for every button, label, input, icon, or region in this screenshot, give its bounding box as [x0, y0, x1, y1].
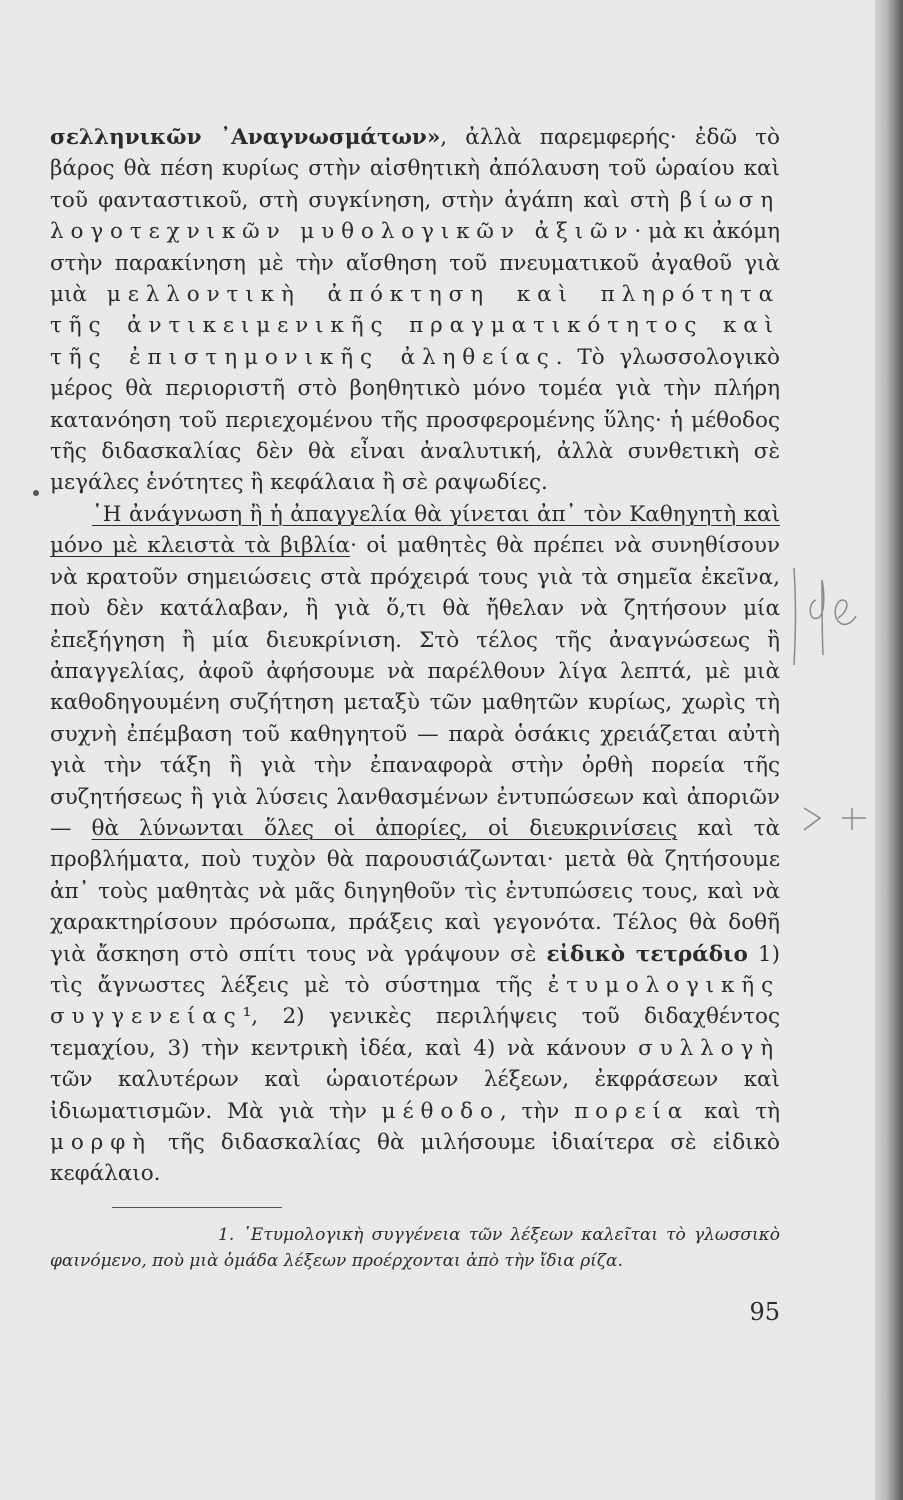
- underlined-text: θὰ λύνωνται ὅλες οἱ ἀπορίες, οἱ διευκρινίσεις: [91, 815, 678, 841]
- text-run: ¹, 2) γενικὲς περιλήψεις τοῦ διδαχθέντος τεμαχίου, 3) τὴν κεντρικὴ ἰδέα, καὶ 4) νὰ κάνουν: [50, 1004, 780, 1061]
- underlined-text: ῾Η ἀνάγνωση ἢ ἡ ἀπαγγελία θὰ γίνεται ἀπ᾿ τὸν Καθηγητὴ καὶ μόνο μὲ κλειστὰ τὰ βιβλία: [50, 501, 780, 559]
- emphasis-spaced: μορφὴ: [50, 1130, 152, 1155]
- page-edge-shadow: [875, 0, 903, 1500]
- bold-term: εἰδικὸ τετράδιο: [546, 941, 748, 967]
- emphasis-spaced: μελλοντικὴ ἀπόκτηση καὶ πληρότητα τῆς ἀντικειμενικῆς πραγματικότητος καὶ τῆς ἐπιστημονικῆς ἀληθείας: [50, 282, 780, 370]
- text-run: , ἀλλὰ παρεμφερής· ἐδῶ τὸ βάρος θὰ πέση κυρίως στὴν αἰσθητικὴ ἀπόλαυση τοῦ ὡραίου καὶ τοῦ φανταστικοῦ, στὴ συγκίνηση, στὴν ἀγάπη καὶ στὴ: [50, 125, 780, 213]
- text-run: · μὰ κι ἀκόμη στὴν παρακίνηση μὲ τὴν αἴσθηση τοῦ πνευματικοῦ ἀγαθοῦ γιὰ μιὰ: [50, 219, 781, 308]
- footnote: 1. ᾿Ετυμολογικὴ συγγένεια τῶν λέξεων καλεῖται τὸ γλωσσικὸ φαινόμενο, ποὺ μιὰ ὁμάδα λέξεων προέρχονται ἀπὸ τὴν ἴδια ρίζα.: [50, 1225, 780, 1271]
- text-run: · οἱ μαθητὲς θὰ πρέπει νὰ συνηθίσουν νὰ κρατοῦν σημειώσεις στὰ πρόχειρά τους γιὰ τὰ σημεῖα ἐκεῖνα, ποὺ δὲν κατάλαβαν, ἢ γιὰ ὅ,τι θὰ ἤθελαν νὰ ζητήσουν μία ἐπεξήγηση ἢ μία διευκρίνιση. Στὸ τέλος τῆς ἀναγνώσεως ἢ ἀπαγγελίας, ἀφοῦ ἀφήσουμε νὰ παρέλθουν λίγα λεπτά, μὲ μιὰ καθοδηγουμένη συζήτηση μεταξὺ τῶν μαθητῶν κυρίως, χωρὶς τὴ συχνὴ ἐπέμβαση τοῦ καθηγητοῦ — παρὰ ὁσάκις χρειάζεται αὐτὴ γιὰ τὴν τάξη ἢ γιὰ τὴν ἐπαναφορὰ στὴν ὀρθὴ πορεία τῆς συζητήσεως ἢ γιὰ λύσεις λανθασμένων ἐντυπώσεων καὶ ἀποριῶν —: [50, 533, 781, 841]
- text-run: τῶν καλυτέρων καὶ ὡραιοτέρων λέξεων, ἐκφράσεων καὶ ἰδιωματισμῶν. Μὰ γιὰ τὴν: [50, 1067, 780, 1124]
- footnote-divider: [112, 1207, 282, 1208]
- text-run: . Τὸ γλωσσολογικὸ μέρος θὰ περιοριστῆ στὸ βοηθητικὸ μόνο τομέα γιὰ τὴν πλήρη κατανόηση τοῦ περιεχομένου τῆς προσφερομένης ὕλης· ἡ μέθοδος τῆς διδασκαλίας δὲν θὰ εἶναι ἀναλυτική, ἀλλὰ συνθετικὴ σὲ μεγάλες ἑνότητες ἢ κεφάλαια ἢ σὲ ραψωδίες.: [50, 344, 780, 496]
- book-title-fragment: σελληνικῶν ᾿Αναγνωσμάτων»: [50, 125, 441, 150]
- emphasis-spaced: βίωση λογοτεχνικῶν μυθολογικῶν ἀξιῶν: [50, 187, 780, 245]
- paragraph-1: [50, 122, 780, 499]
- body-text: [50, 122, 780, 1190]
- text-run: καὶ τὴ: [689, 1098, 780, 1124]
- handwritten-margin-mark: [786, 560, 866, 670]
- paragraph-2: [50, 499, 780, 1190]
- text-run: καὶ τὰ προβλήματα, ποὺ τυχὸν θὰ παρουσιάζωνται· μετὰ θὰ ζητήσουμε ἀπ᾿ τοὺς μαθητὰς νὰ μᾶς διηγηθοῦν τὶς ἐντυπώσεις τους, καὶ νὰ χαρακτηρίσουν πρόσωπα, πράξεις καὶ γεγονότα. Τέλος θὰ δοθῆ γιὰ ἄσκηση στὸ σπίτι τους νὰ γράψουν σὲ: [50, 815, 780, 967]
- emphasis-spaced: πορεία: [574, 1098, 690, 1124]
- page-number: 95: [749, 1298, 780, 1326]
- text-run: 1) τὶς ἄγνωστες λέξεις μὲ τὸ σύστημα τῆς: [50, 941, 780, 998]
- emphasis-spaced: μέθοδο: [381, 1098, 500, 1124]
- margin-dot: [33, 490, 39, 496]
- emphasis-spaced: ἐτυμολογικῆς συγγενείας: [50, 972, 780, 1030]
- emphasis-spaced: συλλογὴ: [638, 1035, 780, 1061]
- text-run: , τὴν: [499, 1098, 575, 1124]
- handwritten-arrow-mark: [790, 790, 870, 850]
- text-run: τῆς διδασκαλίας θὰ μιλήσουμε ἰδιαίτερα σὲ εἰδικὸ κεφάλαιο.: [50, 1130, 780, 1187]
